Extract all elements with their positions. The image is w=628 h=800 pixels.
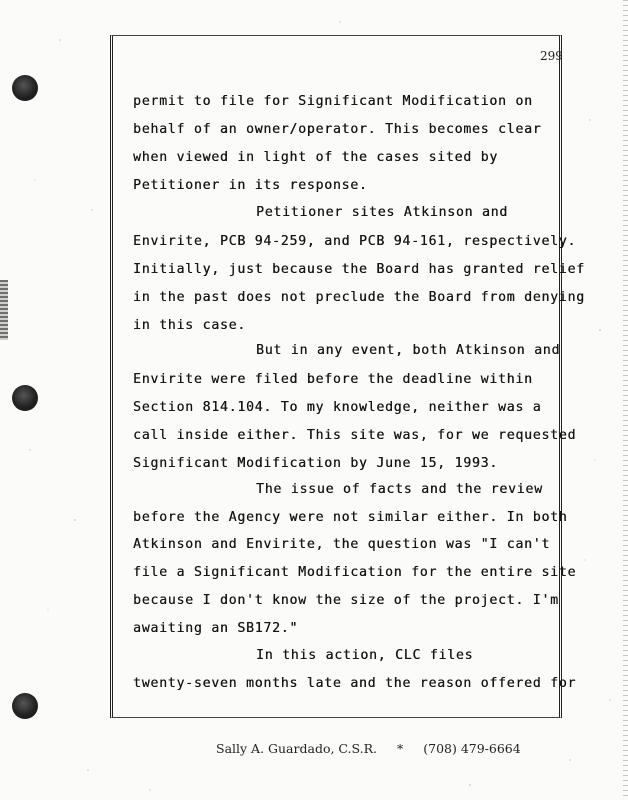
transcript-line: The issue of facts and the review [256,482,543,497]
transcript-line: Significant Modification by June 15, 1993. [133,456,498,471]
transcript-line: permit to file for Significant Modification on [133,94,533,109]
transcript-line: file a Significant Modification for the entire site [133,565,577,580]
transcript-line: Envirite were filed before the deadline within [133,372,533,387]
transcript-line: Petitioner sites Atkinson and [256,205,508,220]
binder-hole [12,385,38,411]
reporter-footer [216,741,521,756]
scan-edge-mark [0,280,8,340]
transcript-line: Envirite, PCB 94-259, and PCB 94-161, respectively. [133,234,577,249]
footer-separator: * [396,741,404,756]
transcript-line: twenty-seven months late and the reason offered for [133,676,577,691]
transcript-line: before the Agency were not similar either. In both [133,510,568,525]
page-number: 299 [540,49,563,63]
binder-hole [12,693,38,719]
transcript-line: In this action, CLC files [256,648,474,663]
transcript-line: But in any event, both Atkinson and [256,343,561,358]
transcript-line: Initially, just because the Board has granted relief [133,262,585,277]
transcript-line: Atkinson and Envirite, the question was "I can't [133,537,551,552]
transcript-line: awaiting an SB172." [133,621,299,636]
binder-hole [12,75,38,101]
transcript-line: Petitioner in its response. [133,178,368,193]
reporter-name: Sally A. Guardado, C.S.R. [216,741,377,756]
scan-edge-mark-right [623,0,628,800]
transcript-line: Section 814.104. To my knowledge, neither was a [133,400,542,415]
transcript-line: when viewed in light of the cases sited by [133,150,498,165]
transcript-line: in this case. [133,318,246,333]
transcript-line: behalf of an owner/operator. This becomes clear [133,122,542,137]
transcript-line: call inside either. This site was, for we requested [133,428,577,443]
transcript-line: in the past does not preclude the Board from denying [133,290,585,305]
transcript-line: because I don't know the size of the project. I'm [133,593,559,608]
reporter-phone: (708) 479-6664 [423,741,521,756]
